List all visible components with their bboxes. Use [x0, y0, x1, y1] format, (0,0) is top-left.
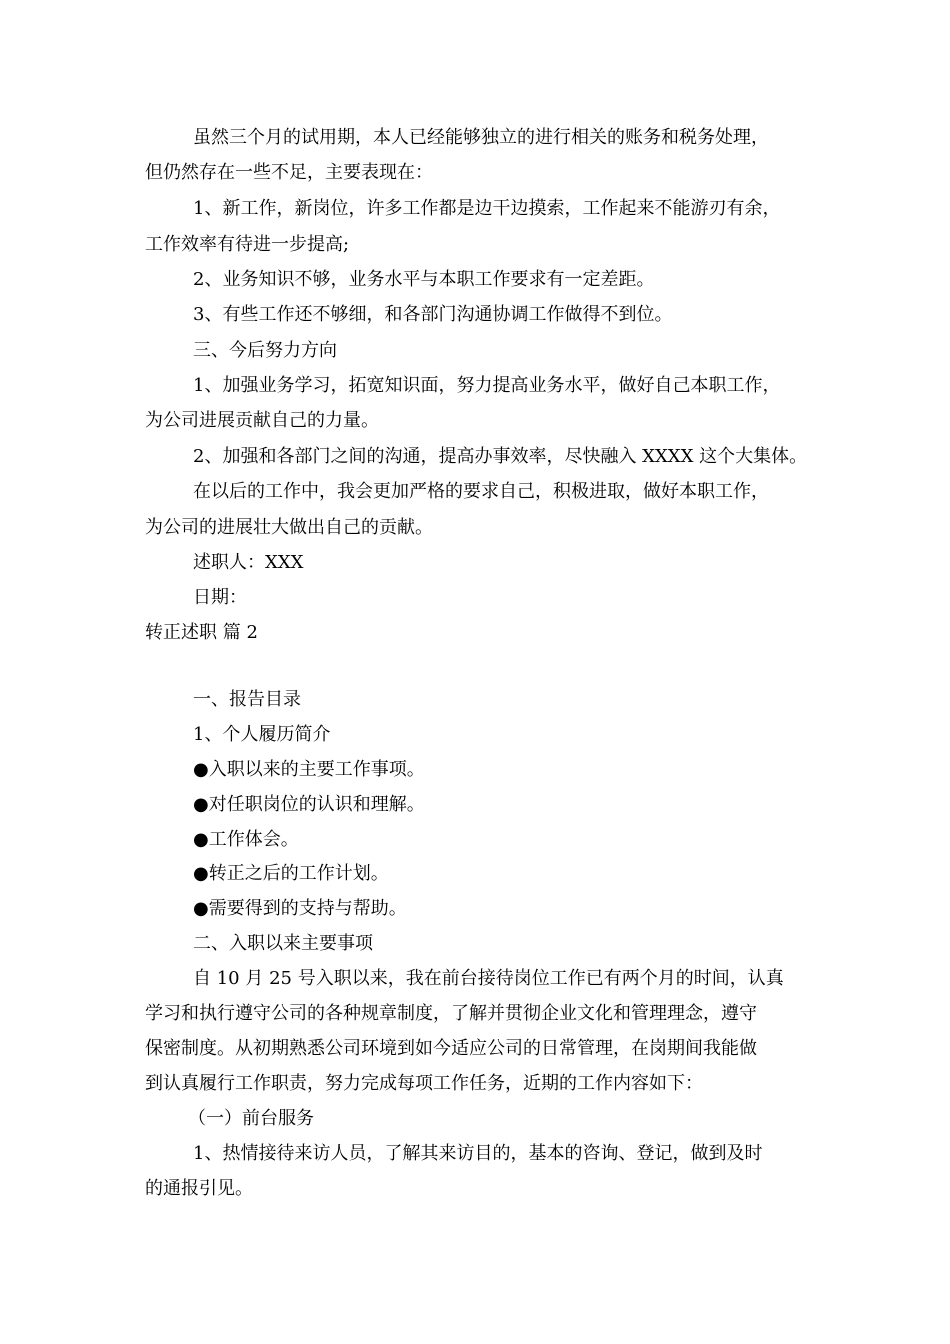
- list-item-continuation: 的通报引见。: [145, 1178, 253, 1199]
- paragraph-line: 保密制度。从初期熟悉公司环境到如今适应公司的日常管理，在岗期间我能做: [145, 1038, 757, 1059]
- list-item-continuation: 工作效率有待进一步提高;: [145, 234, 350, 255]
- paragraph-line: 在以后的工作中，我会更加严格的要求自己，积极进取，做好本职工作，: [193, 481, 769, 502]
- list-item: 1、热情接待来访人员，了解其来访目的，基本的咨询、登记，做到及时: [193, 1143, 763, 1164]
- bullet-item: ●需要得到的支持与帮助。: [193, 898, 407, 919]
- list-item: 1、新工作，新岗位，许多工作都是边干边摸索，工作起来不能游刃有余，: [193, 198, 781, 219]
- paragraph-line: 虽然三个月的试用期，本人已经能够独立的进行相关的账务和税务处理，: [193, 127, 769, 148]
- bullet-item: ●对任职岗位的认识和理解。: [193, 794, 425, 815]
- signer-line: 述职人：XXX: [193, 552, 304, 573]
- list-item-continuation: 为公司进展贡献自己的力量。: [145, 410, 379, 431]
- paragraph-line: 学习和执行遵守公司的各种规章制度，了解并贯彻企业文化和管理理念，遵守: [145, 1003, 757, 1024]
- subsection-heading: （一）前台服务: [188, 1108, 314, 1129]
- bullet-item: ●转正之后的工作计划。: [193, 863, 389, 884]
- paragraph-line: 为公司的进展壮大做出自己的贡献。: [145, 517, 433, 538]
- list-item: 3、有些工作还不够细，和各部门沟通协调工作做得不到位。: [193, 304, 673, 325]
- list-item: 1、加强业务学习，拓宽知识面，努力提高业务水平，做好自己本职工作，: [193, 375, 781, 396]
- bullet-item: ●入职以来的主要工作事项。: [193, 759, 425, 780]
- list-item: 1、个人履历简介: [193, 724, 331, 745]
- bullet-item: ●工作体会。: [193, 829, 299, 850]
- paragraph-line: 但仍然存在一些不足，主要表现在：: [145, 162, 433, 183]
- section-heading: 三、今后努力方向: [193, 340, 337, 361]
- section-heading: 一、报告目录: [193, 689, 301, 710]
- paragraph-line: 自 10 月 25 号入职以来，我在前台接待岗位工作已有两个月的时间，认真: [193, 968, 784, 989]
- part-title: 转正述职 篇 2: [145, 622, 258, 643]
- list-item: 2、业务知识不够，业务水平与本职工作要求有一定差距。: [193, 269, 655, 290]
- date-line: 日期：: [193, 587, 247, 608]
- list-item: 2、加强和各部门之间的沟通，提高办事效率，尽快融入 XXXX 这个大集体。: [193, 446, 808, 467]
- paragraph-line: 到认真履行工作职责，努力完成每项工作任务，近期的工作内容如下：: [145, 1073, 703, 1094]
- section-heading: 二、入职以来主要事项: [193, 933, 373, 954]
